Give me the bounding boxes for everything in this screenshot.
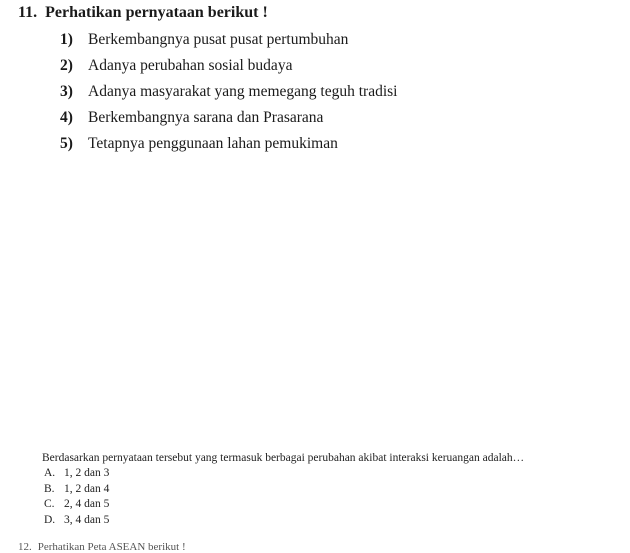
statement-text: Berkembangnya sarana dan Prasarana — [88, 109, 324, 126]
option-letter: C. — [44, 498, 55, 510]
option-text: 2, 4 dan 5 — [64, 498, 110, 510]
statement-number: 5) — [60, 135, 73, 152]
statement-list — [60, 30, 397, 160]
question-text: Perhatikan pernyataan berikut ! — [45, 4, 268, 21]
statement-number: 2) — [60, 57, 73, 74]
statement-item — [60, 56, 397, 82]
option-b[interactable] — [44, 482, 109, 498]
statement-number: 4) — [60, 109, 73, 126]
option-letter: D. — [44, 513, 56, 526]
option-c[interactable] — [44, 497, 109, 513]
next-question-number: 12. — [18, 541, 32, 553]
option-a[interactable] — [44, 466, 109, 482]
statement-text: Berkembangnya pusat pusat pertumbuhan — [88, 31, 349, 48]
statement-number: 1) — [60, 31, 73, 48]
statement-number: 3) — [60, 83, 73, 100]
statement-text: Tetapnya penggunaan lahan pemukiman — [88, 135, 338, 152]
statement-item — [60, 30, 397, 56]
statement-text: Adanya perubahan sosial budaya — [88, 57, 293, 74]
option-text: 1, 2 dan 3 — [64, 467, 110, 479]
option-text: 3, 4 dan 5 — [64, 513, 110, 526]
answer-options — [44, 466, 109, 528]
statement-text: Adanya masyarakat yang memegang teguh tradisi — [88, 83, 398, 100]
option-letter: A. — [44, 467, 56, 479]
question-prompt: Berdasarkan pernyataan tersebut yang termasuk berbagai perubahan akibat interaksi keruangan adalah… — [42, 452, 525, 464]
option-letter: B. — [44, 482, 55, 495]
next-question-heading — [18, 541, 186, 553]
option-text: 1, 2 dan 4 — [64, 482, 110, 495]
next-question-text: Perhatikan Peta ASEAN berikut ! — [37, 541, 186, 553]
statement-item — [60, 134, 397, 160]
question-heading — [18, 4, 268, 22]
statement-item — [60, 82, 397, 108]
option-d[interactable] — [44, 513, 109, 529]
statement-item — [60, 108, 397, 134]
question-number: 11. — [18, 4, 38, 21]
